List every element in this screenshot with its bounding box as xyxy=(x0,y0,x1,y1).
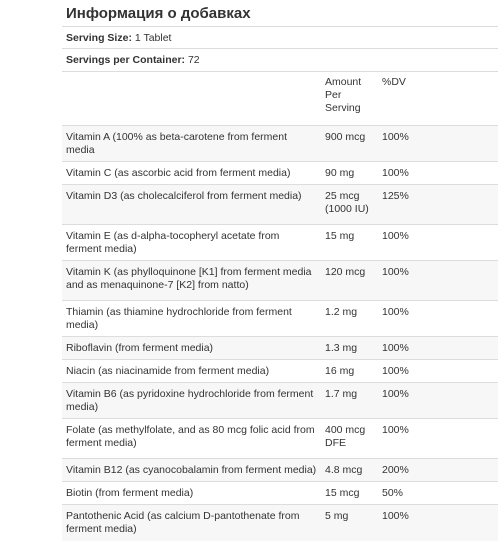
nutrient-amount: 900 mcg xyxy=(321,126,378,162)
nutrient-dv: 100% xyxy=(378,162,498,185)
table-row xyxy=(62,482,498,505)
nutrient-name: Vitamin B6 (as pyridoxine hydrochloride from ferment media) xyxy=(62,383,321,419)
nutrient-dv: 100% xyxy=(378,505,498,541)
nutrient-amount: 15 mcg xyxy=(321,482,378,505)
nutrient-dv: 100% xyxy=(378,126,498,162)
nutrient-column-header xyxy=(62,72,321,126)
nutrient-dv: 100% xyxy=(378,225,498,261)
nutrient-amount: 4.8 mcg xyxy=(321,459,378,482)
nutrient-amount: 16 mg xyxy=(321,360,378,383)
table-row xyxy=(62,505,498,541)
nutrient-name: Vitamin A (100% as beta-carotene from ferment media xyxy=(62,126,321,162)
nutrient-name: Vitamin B12 (as cyanocobalamin from ferment media) xyxy=(62,459,321,482)
table-row xyxy=(62,360,498,383)
amount-column-header: Amount Per Serving xyxy=(321,72,378,126)
nutrient-name: Vitamin C (as ascorbic acid from ferment media) xyxy=(62,162,321,185)
nutrient-amount: 1.3 mg xyxy=(321,337,378,360)
nutrient-dv: 100% xyxy=(378,301,498,337)
table-row xyxy=(62,261,498,301)
nutrient-name: Biotin (from ferment media) xyxy=(62,482,321,505)
page-title: Информация о добавках xyxy=(66,5,251,22)
nutrient-name: Niacin (as niacinamide from ferment media) xyxy=(62,360,321,383)
nutrient-dv: 200% xyxy=(378,459,498,482)
serving-size-label: Serving Size: xyxy=(66,32,132,44)
nutrient-amount: 400 mcg DFE xyxy=(321,419,378,459)
table-row xyxy=(62,162,498,185)
serving-size-row xyxy=(62,26,498,48)
table-row xyxy=(62,459,498,482)
nutrient-dv: 100% xyxy=(378,337,498,360)
table-row xyxy=(62,301,498,337)
servings-per-container-row xyxy=(62,48,498,71)
nutrient-name: Riboflavin (from ferment media) xyxy=(62,337,321,360)
servings-per-container-label: Servings per Container: xyxy=(66,54,186,66)
nutrient-dv: 125% xyxy=(378,185,498,225)
nutrient-dv: 100% xyxy=(378,261,498,301)
nutrient-amount: 15 mg xyxy=(321,225,378,261)
nutrient-amount: 1.7 mg xyxy=(321,383,378,419)
table-row xyxy=(62,337,498,360)
serving-size-value: 1 Tablet xyxy=(134,32,172,44)
nutrient-table xyxy=(62,71,498,541)
table-row xyxy=(62,383,498,419)
nutrient-name: Vitamin E (as d-alpha-tocopheryl acetate from ferment media) xyxy=(62,225,321,261)
nutrient-name: Vitamin K (as phylloquinone [K1] from ferment media and as menaquinone-7 [K2] from natto) xyxy=(62,261,321,301)
nutrient-dv: 50% xyxy=(378,482,498,505)
nutrient-dv: 100% xyxy=(378,360,498,383)
nutrient-name: Pantothenic Acid (as calcium D-pantothenate from ferment media) xyxy=(62,505,321,541)
nutrient-dv: 100% xyxy=(378,419,498,459)
nutrient-amount: 25 mcg (1000 IU) xyxy=(321,185,378,225)
table-row xyxy=(62,225,498,261)
nutrient-amount: 5 mg xyxy=(321,505,378,541)
nutrient-amount: 120 mcg xyxy=(321,261,378,301)
nutrient-name: Thiamin (as thiamine hydrochloride from ferment media) xyxy=(62,301,321,337)
nutrient-amount: 90 mg xyxy=(321,162,378,185)
servings-per-container-value: 72 xyxy=(187,54,200,66)
table-row xyxy=(62,185,498,225)
nutrient-amount: 1.2 mg xyxy=(321,301,378,337)
nutrient-name: Vitamin D3 (as cholecalciferol from ferment media) xyxy=(62,185,321,225)
table-row xyxy=(62,419,498,459)
dv-column-header: %DV xyxy=(378,72,498,126)
table-header-row xyxy=(62,72,498,126)
nutrient-name: Folate (as methylfolate, and as 80 mcg folic acid from ferment media) xyxy=(62,419,321,459)
table-row xyxy=(62,126,498,162)
nutrient-dv: 100% xyxy=(378,383,498,419)
